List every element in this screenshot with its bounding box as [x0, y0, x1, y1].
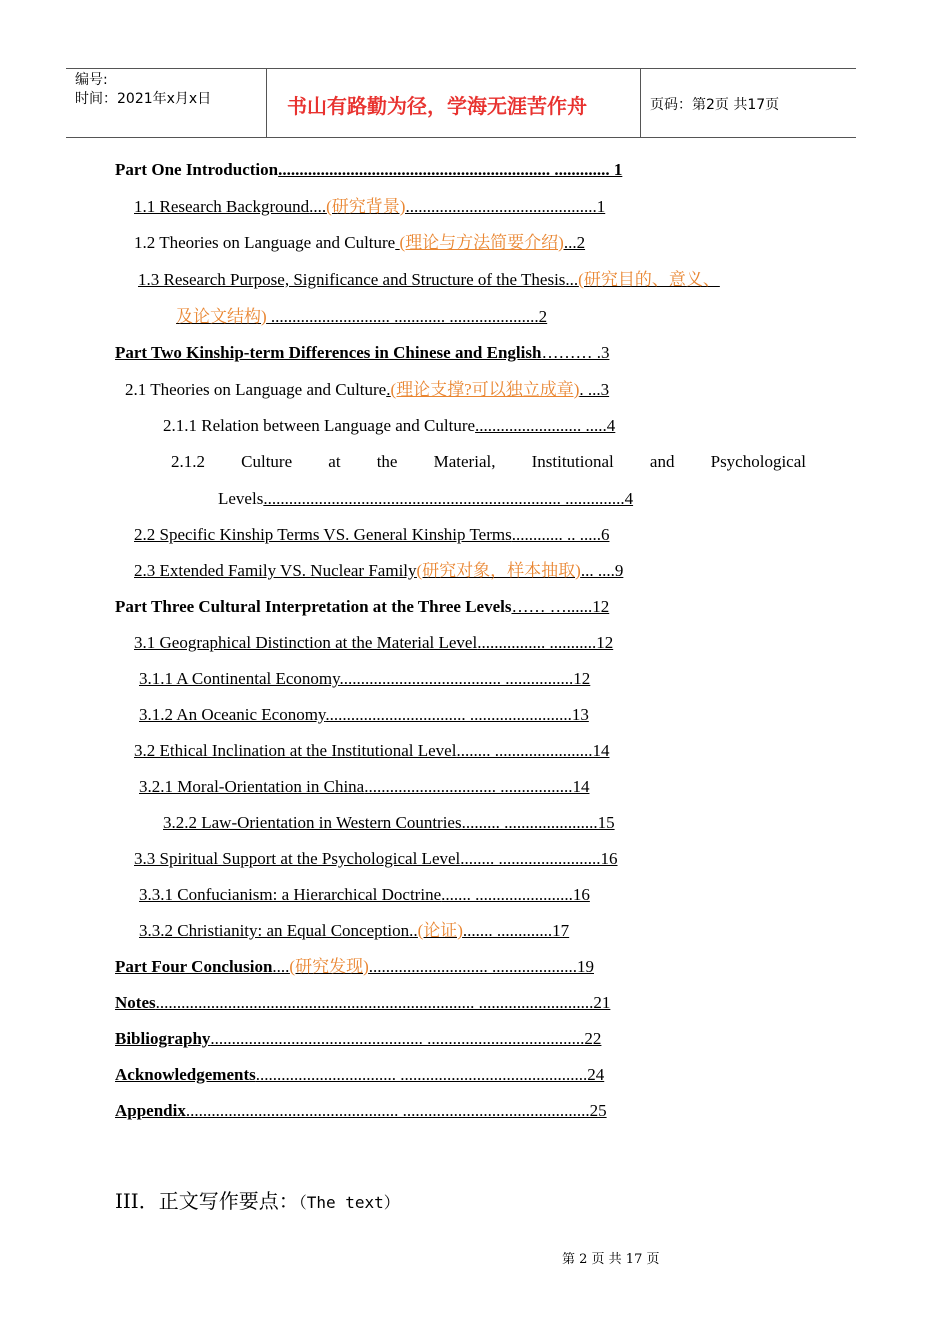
- toc-part-four[interactable]: Part Four Conclusion....(研究发现)............................ ....................19: [115, 957, 594, 976]
- header-page-cell: [641, 69, 856, 137]
- toc-2-1-1[interactable]: 2.1.1 Relation between Language and Culture......................... .....4: [163, 416, 616, 435]
- toc-3-3-2[interactable]: 3.3.2 Christianity: an Equal Conception..(论证)....... .............17: [139, 921, 570, 940]
- toc-2-1[interactable]: 2.1 Theories on Language and Culture.(理论支撑?可以独立成章). ...3: [125, 380, 610, 399]
- header-page-info: 页码：第2页 共17页: [650, 97, 780, 113]
- toc-2-2[interactable]: 2.2 Specific Kinship Terms VS. General Kinship Terms............ .. .....6: [134, 525, 610, 544]
- toc-acknowledgements[interactable]: Acknowledgements................................. ............................................24: [115, 1065, 605, 1084]
- header-motto-cell: [267, 69, 641, 137]
- toc-3-1[interactable]: 3.1 Geographical Distinction at the Material Level................ ...........12: [134, 633, 614, 652]
- toc-part-one[interactable]: Part One Introduction................................................................ ............. 1: [115, 160, 623, 179]
- header-meta-cell: [66, 69, 267, 137]
- toc-part-two[interactable]: Part Two Kinship-term Differences in Chinese and English……… .3: [115, 343, 610, 362]
- toc-3-3-1[interactable]: 3.3.1 Confucianism: a Hierarchical Doctrine....... .......................16: [139, 885, 590, 904]
- toc-1-2[interactable]: 1.2 Theories on Language and Culture (理论与方法简要介绍)...2: [134, 233, 586, 252]
- toc-bibliography[interactable]: Bibliography.................................................. .....................................22: [115, 1029, 602, 1048]
- toc-part-three[interactable]: Part Three Cultural Interpretation at the Three Levels…… …......12: [115, 597, 610, 616]
- page-header: [66, 68, 856, 138]
- page-footer: 第 2 页 共 17 页: [562, 1252, 660, 1267]
- toc-1-3[interactable]: 1.3 Research Purpose, Significance and Structure of the Thesis...(研究目的、意义、: [138, 270, 720, 289]
- toc-3-1-1[interactable]: 3.1.1 A Continental Economy...................................... ................12: [139, 669, 591, 688]
- toc-1-1[interactable]: 1.1 Research Background....(研究背景).............................................1: [134, 197, 606, 216]
- toc-2-1-2-cont[interactable]: Levels...................................................................... ..............4: [218, 489, 634, 508]
- time-label: 时间：2021年x月x日: [75, 91, 212, 107]
- toc-3-2[interactable]: 3.2 Ethical Inclination at the Institutional Level........ .......................14: [134, 741, 610, 760]
- toc-3-2-1[interactable]: 3.2.1 Moral-Orientation in China............................... .................14: [139, 777, 590, 796]
- section-subtitle: （The text）: [298, 1193, 400, 1212]
- toc-3-1-2[interactable]: 3.1.2 An Oceanic Economy................................. ........................13: [139, 705, 589, 724]
- toc-3-3[interactable]: 3.3 Spiritual Support at the Psychological Level........ ........................16: [134, 849, 618, 868]
- toc-2-3[interactable]: 2.3 Extended Family VS. Nuclear Family(研究对象，样本抽取)... ....9: [134, 561, 624, 580]
- toc-2-1-2[interactable]: 2.1.2 Culture at the Material, Institutional and Psychological: [171, 452, 806, 471]
- toc-appendix[interactable]: Appendix.................................................. ............................................25: [115, 1101, 607, 1120]
- section-title: III．正文写作要点：: [115, 1189, 299, 1213]
- section-heading: [115, 1185, 400, 1214]
- toc-notes[interactable]: Notes........................................................................... ...........................21: [115, 993, 611, 1012]
- header-motto: 书山有路勤为径，学海无涯苦作舟: [287, 94, 587, 118]
- number-label: 编号:: [75, 72, 108, 88]
- toc-1-3-cont[interactable]: 及论文结构) ............................ ............ .....................2: [176, 307, 548, 326]
- toc-3-2-2[interactable]: 3.2.2 Law-Orientation in Western Countries......... ......................15: [163, 813, 615, 832]
